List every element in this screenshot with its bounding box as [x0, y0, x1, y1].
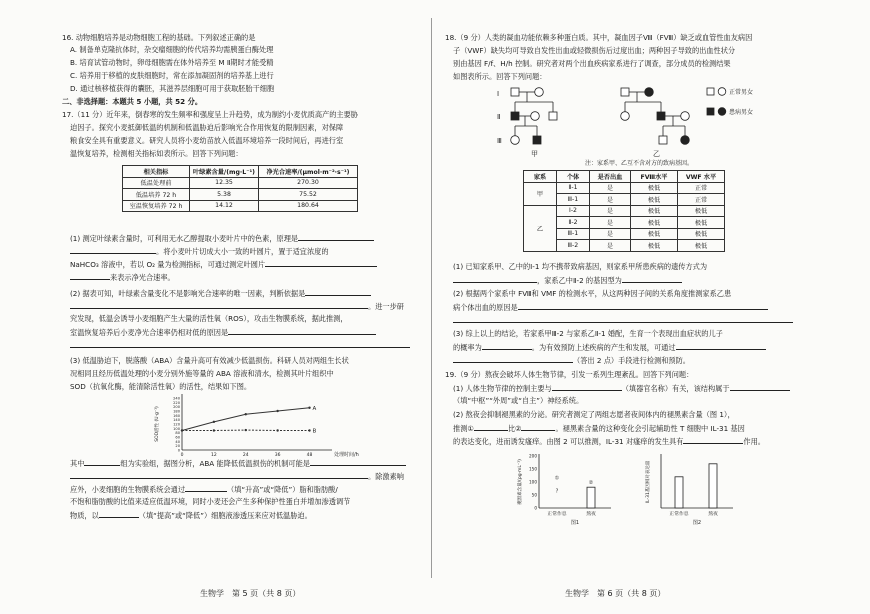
- q16-option-c: C. 培养用于移植的皮肤细胞时，常在添加凝固剂的培养基上进行: [70, 71, 274, 80]
- q18-part3-line3: （答出 2 点）手段进行检测和预防。: [453, 355, 690, 365]
- family-jia-label: 甲: [531, 150, 538, 158]
- q17-part1-line3: NaHCO₃ 溶液中，若以 O₂ 量为检测指标，可通过测定叶圆片: [70, 259, 377, 269]
- q19-part2-line3: 的表达变化，进而诱发瘙痒。由图 2 可以推测，IL-31 对瘙痒的发生具有 作用。: [453, 437, 765, 446]
- y-tick-label: 0: [177, 448, 180, 453]
- x-tick-label: 0: [180, 453, 184, 458]
- table-cell: 12.35: [190, 177, 259, 189]
- bar-label-question: ?: [555, 488, 559, 495]
- figure-caption: 图2: [692, 520, 702, 526]
- svg-text:Ⅰ: Ⅰ: [497, 90, 500, 98]
- page-divider: [431, 18, 432, 578]
- y-tick-label: 180: [173, 409, 180, 414]
- series-b-point: [213, 429, 215, 431]
- q17-part1-line2: 。将小麦叶片切成大小一致的叶圆片，置于适宜浓度的: [70, 246, 329, 256]
- y-tick-label: 100: [529, 479, 537, 485]
- q17-part3-line6: 应外，小麦细胞的生物膜系统会通过 （填“升高”或“降低”）脂和脂肪酸/: [70, 485, 338, 494]
- sod-chart-plot: [153, 394, 359, 458]
- y-tick-label: 50: [531, 492, 537, 498]
- q18-part1-line1: (1) 已知家系甲、乙中的Ⅰ-1 均不携带致病基因，则家系甲所患疾病的遗传方式为: [453, 262, 708, 271]
- x-tick-label: 48: [306, 453, 313, 458]
- y-tick-label: 120: [173, 422, 180, 427]
- melatonin-chart: [513, 446, 623, 528]
- x-tick-label: 12: [211, 453, 217, 458]
- series-b-label: B: [312, 428, 317, 435]
- y-tick-label: 100: [173, 426, 180, 431]
- table-cell: 正常: [678, 182, 725, 194]
- table-cell: 乙: [524, 205, 557, 251]
- q19-part1-line1: (1) 人体生物节律的控制主要与 （填器官名称）有关，该结构属于: [453, 383, 790, 393]
- q17-part1-line4: 来表示净光合速率。: [70, 272, 175, 282]
- bar: [675, 477, 683, 508]
- x-tick-label: 熬夜: [708, 512, 718, 517]
- table-header: 是否出血: [590, 171, 631, 183]
- table-cell: Ⅱ-2: [557, 217, 590, 229]
- pedigree-female: [535, 88, 544, 97]
- right-page: [435, 0, 870, 614]
- q18-table: [523, 170, 725, 252]
- q18-line-3: 别由基因 F/f、H/h 控制。研究者对两个出血疾病家系进行了调查，部分成员的检测结果: [453, 59, 731, 68]
- q17-part2-line1: (2) 据表可知，叶绿素含量变化不是影响光合速率的唯一因素，判断依据是: [70, 288, 371, 298]
- q19-part2-line2: 推测① 比② 。褪黑素含量的这种变化会引起辅助性 T 细胞中 IL-31 基因: [453, 424, 745, 433]
- table-header: VWF 水平: [678, 171, 725, 183]
- table-cell: 是: [590, 205, 631, 217]
- series-a-label: A: [312, 405, 317, 412]
- y-tick-label: 200: [173, 405, 180, 410]
- pedigree-female: [681, 112, 690, 121]
- q18-part1-line2: ，家系乙中Ⅱ-2 的基因型为: [453, 275, 682, 285]
- q16-option-d: D. 通过核移植获得的囊胚，其滋养层细胞可用于获取胚胎干细胞: [70, 84, 275, 93]
- table-cell: 270.30: [259, 177, 358, 189]
- fig1-plot: [516, 454, 611, 527]
- bar-label-1: ①: [554, 475, 560, 482]
- y-tick-label: 0: [534, 505, 537, 511]
- pedigree-male: [659, 136, 667, 144]
- y-tick-label: 220: [173, 400, 180, 405]
- pedigree-male-affected: [657, 112, 665, 120]
- q19-part2-line1: (2) 熬夜会抑制褪黑素的分泌。研究者测定了两组志愿者夜间体内的褪黑素含量（图 1），: [453, 410, 735, 419]
- q17-part3-line1: (3) 低温胁迫下，脱落酸（ABA）含量升高可有效减少低温损伤。科研人员对两组生长状: [70, 356, 349, 365]
- q17-part3-line3: SOD（抗氧化酶，能清除活性氧）的活性，结果如下图。: [70, 382, 252, 391]
- series-a-point: [245, 413, 247, 415]
- table-cell: 极低: [678, 217, 725, 229]
- q18-line-4: 如图表所示。回答下列问题：: [453, 72, 547, 81]
- q17-line-3: 粮食安全具有重要意义。研究人员将小麦幼苗放入低温环境培养一段时间后，再进行室: [70, 136, 344, 145]
- table-cell: Ⅲ-2: [557, 240, 590, 252]
- q18-line-2: 子（VWF）缺失均可导致自发性出血或轻微损伤后过度出血；两种因子导致的出血性状分: [453, 46, 736, 55]
- q17-part3-line5: 。除激素响: [70, 471, 404, 481]
- q17-line-2: 迫因子。探究小麦抵御低温的机制和低温胁迫后影响光合作用恢复的限制因素，对保障: [70, 123, 344, 132]
- series-b-point: [308, 429, 310, 431]
- q16-option-a: A. 制备单克隆抗体时，杂交瘤细胞的传代培养均需胰蛋白酶处理: [70, 45, 274, 54]
- q16-stem: 16. 动物细胞培养是动物细胞工程的基础。下列叙述正确的是: [62, 33, 256, 42]
- pedigree-male-affected: [533, 136, 541, 144]
- q17-part3-line2: 况相同且经历低温处理的小麦分别外施等量的 ABA 溶液和清水，检测其叶片组织中: [70, 369, 334, 378]
- q19-line-1: 19.（9 分）熬夜会破坏人体生物节律，引发一系列生理紊乱。回答下列问题：: [445, 370, 694, 379]
- table-cell: 甲: [524, 182, 557, 205]
- pedigree-male: [549, 112, 557, 120]
- q17-part3-line4: 其中 组为实验组，据图分析，ABA 能降低低温损伤的机制可能是: [70, 458, 406, 468]
- series-b-point: [276, 429, 278, 431]
- pedigree-female: [531, 112, 540, 121]
- svg-text:Ⅱ: Ⅱ: [497, 113, 501, 121]
- q17-part2-line4: 室温恢复培养后小麦净光合速率仍相对低的原因是: [70, 327, 376, 337]
- table-cell: Ⅱ-1: [557, 182, 590, 194]
- table-cell: 极低: [631, 182, 678, 194]
- legend-female-normal: [718, 88, 726, 96]
- table-cell: 14.12: [190, 200, 259, 212]
- q19-part1-line2: （填“中枢”“外周”或“自主”）神经系统。: [453, 396, 584, 405]
- y-tick-label: 200: [529, 453, 537, 459]
- q18-part2-line1: (2) 根据两个家系中 FⅧ和 VMF 的检测水平，从这两种因子间的关系角度推测家系乙患: [453, 289, 732, 298]
- series-a-point: [213, 421, 215, 423]
- q18-part3-line1: (3) 综上以上的结论，若家系甲Ⅲ-2 与家系乙Ⅱ-1 婚配，生育一个表现出血症状的儿子: [453, 329, 723, 338]
- section-heading: 二、非选择题：本题共 5 小题，共 52 分。: [62, 97, 203, 106]
- y-tick-label: 40: [175, 439, 180, 444]
- q17-part1-line1: (1) 测定叶绿素含量时，可利用无水乙醇提取小麦叶片中的色素，原理是: [70, 233, 374, 243]
- pedigree-male: [511, 88, 519, 96]
- svg-text:Ⅲ: Ⅲ: [497, 137, 502, 145]
- q17-part2-line3: 究发现，低温会诱导小麦细胞产生大量的活性氧（ROS），攻击生物膜系统，据此推测，: [70, 314, 348, 323]
- table-row: [524, 182, 725, 194]
- table-cell: 是: [590, 228, 631, 240]
- table-row: [524, 205, 725, 217]
- pedigree-chart: [495, 82, 755, 162]
- table-cell: Ⅰ-2: [557, 205, 590, 217]
- table-cell: 极低: [631, 228, 678, 240]
- table-cell: 180.64: [259, 200, 358, 212]
- table-cell: 极低: [678, 205, 725, 217]
- bar-stay-up: [587, 487, 595, 508]
- table-cell: Ⅲ-1: [557, 194, 590, 206]
- table-header: 家系: [524, 171, 557, 183]
- table-row: [123, 189, 358, 201]
- y-axis-label: 褪黑素含量/(pg·mL⁻¹): [518, 459, 523, 505]
- q17-part3-line8: 物质，以 （填“提高”或“降低”）细胞液渗透压来应对低温胁迫。: [70, 511, 312, 520]
- pedigree-female: [511, 136, 520, 145]
- series-a-point: [276, 410, 278, 412]
- table-header: 净光合速率/(μmol·m⁻²·s⁻¹): [259, 166, 358, 178]
- family-yi-label: 乙: [653, 150, 660, 158]
- y-axis-label: SOD活性 (U·g⁻¹): [155, 406, 160, 442]
- table-cell: 是: [590, 240, 631, 252]
- table-row: [123, 177, 358, 189]
- table-cell: 室温恢复培养 72 h: [123, 200, 190, 212]
- table-cell: 极低: [631, 217, 678, 229]
- q17-part3-line7: 不饱和脂肪酸的比值来适应低温环境，同时小麦还会产生多种保护性蛋白并增加渗透调节: [70, 497, 351, 506]
- q17-part2-line5: [70, 340, 410, 350]
- table-header: 相关指标: [123, 166, 190, 178]
- table-header: 个体: [557, 171, 590, 183]
- x-tick-label: 24: [242, 453, 249, 458]
- bar-label-2: ②: [588, 480, 594, 487]
- q18-part2-line3: [453, 315, 793, 325]
- series-a-line: [182, 408, 310, 431]
- pedigree-female: [621, 112, 630, 121]
- table-header: FⅧ水平: [631, 171, 678, 183]
- table-cell: 极低: [678, 228, 725, 240]
- il31-chart: [635, 446, 745, 528]
- table-header-row: [524, 171, 725, 183]
- table-cell: 5.38: [190, 189, 259, 201]
- table-header-row: [123, 166, 358, 178]
- series-b-point: [245, 429, 247, 431]
- q17-line-1: 17.（11 分）近年来，倒春寒的发生频率和强度呈上升趋势，成为制约小麦优质高产的主要胁: [62, 110, 358, 119]
- y-tick-label: 240: [173, 396, 180, 401]
- y-tick-label: 150: [529, 466, 537, 472]
- q18-line-1: 18.（9 分）人类的凝血功能依赖多种蛋白质。其中，凝血因子Ⅷ（FⅧ）缺乏或血管性血友病因: [445, 33, 753, 42]
- q17-part2-line2: 。进一步研: [70, 301, 404, 311]
- table-cell: 极低: [631, 205, 678, 217]
- legend-normal-label: 正常男女: [729, 89, 754, 96]
- x-tick-label: 熬夜: [586, 512, 596, 517]
- q16-option-b: B. 培育试管动物时，卵母细胞需在体外培养至 M Ⅱ期时才能受精: [70, 58, 274, 67]
- table-cell: 正常: [678, 194, 725, 206]
- series-a-point: [308, 407, 310, 409]
- table-cell: 是: [590, 194, 631, 206]
- sod-activity-chart: [150, 392, 375, 464]
- legend-male-normal: [707, 88, 714, 95]
- y-tick-label: 80: [175, 431, 180, 436]
- table-row: [123, 200, 358, 212]
- table-cell: 低温培养 72 h: [123, 189, 190, 201]
- table-cell: 是: [590, 182, 631, 194]
- y-tick-label: 140: [173, 418, 180, 423]
- legend-female-affected: [718, 108, 726, 116]
- fig2-plot: [644, 454, 733, 526]
- figure-caption: 图1: [570, 520, 580, 526]
- table-cell: 75.52: [259, 189, 358, 201]
- pedigree-note: 注：家系甲、乙互不含对方的致病基因。: [585, 160, 694, 167]
- legend-affected-label: 患病男女: [729, 109, 754, 116]
- pedigree-male-affected: [511, 112, 519, 120]
- q18-part3-line2: 的概率为 。为有效预防上述疾病的产生和发展，可通过: [453, 342, 766, 352]
- table-header: 叶绿素含量/(mg·L⁻¹): [190, 166, 259, 178]
- pedigree-female-affected: [645, 88, 654, 97]
- x-tick-label: 正常作息: [669, 512, 689, 517]
- q18-part2-line2: 病个体出血的原因是: [453, 302, 768, 312]
- series-b-point: [181, 429, 183, 431]
- table-cell: 极低: [631, 194, 678, 206]
- pedigree-female-affected: [681, 136, 690, 145]
- x-tick-label: 36: [274, 453, 281, 458]
- q17-line-4: 温恢复培养，检测相关指标如表所示。回答下列问题：: [70, 149, 243, 158]
- pedigree-male: [621, 88, 629, 96]
- y-axis-label: IL-31基因相对表达量: [646, 460, 651, 504]
- table-cell: 低温处理前: [123, 177, 190, 189]
- x-tick-label: 正常作息: [547, 512, 567, 517]
- page-footer: 生物学 第 5 页（共 8 页）: [200, 589, 301, 598]
- legend-male-affected: [707, 108, 714, 115]
- table-cell: Ⅲ-1: [557, 228, 590, 240]
- q17-table: [122, 165, 358, 212]
- y-tick-label: 60: [175, 435, 180, 440]
- bar: [709, 464, 717, 508]
- table-cell: 极低: [678, 240, 725, 252]
- page-footer: 生物学 第 6 页（共 8 页）: [565, 589, 666, 598]
- table-cell: 是: [590, 217, 631, 229]
- y-tick-label: 20: [175, 444, 180, 449]
- x-axis-label: 处理时间/h: [334, 452, 359, 458]
- table-cell: 极低: [631, 240, 678, 252]
- y-tick-label: 160: [173, 413, 180, 418]
